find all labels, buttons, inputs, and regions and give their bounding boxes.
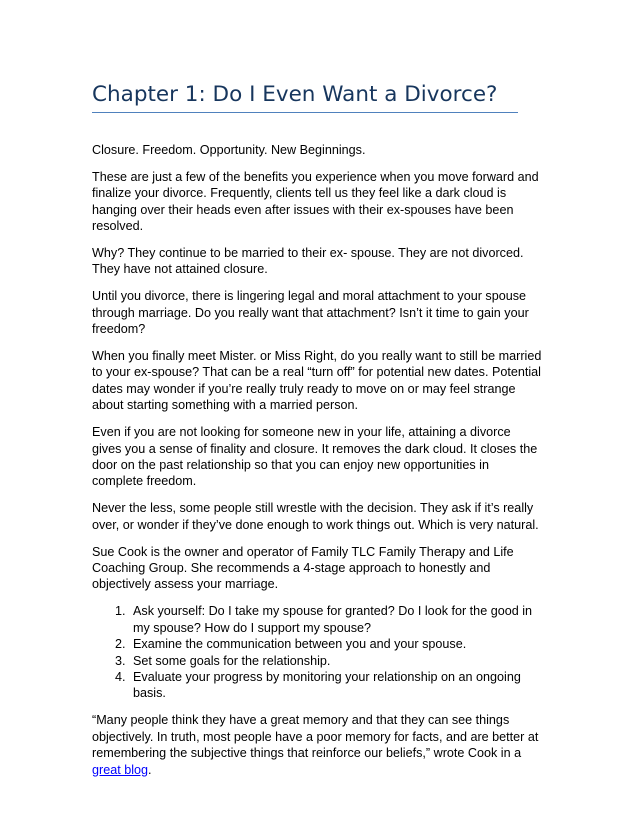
assessment-steps-list	[92, 603, 542, 701]
quote-text: “Many people think they have a great memory and that they can see things objectively. In truth, most people have a poor memory for facts, and are better at remembering the subjective things that reinforce our beliefs,” wrote Cook in a	[92, 713, 539, 761]
paragraph-7: Never the less, some people still wrestle with the decision. They ask if it’s really over, or wonder if they’ve done enough to work things out. Which is very natural.	[92, 501, 539, 532]
great-blog-link[interactable]: great blog	[92, 762, 149, 777]
list-item: 2. Examine the communication between you and your spouse.	[129, 636, 542, 652]
paragraph-2: These are just a few of the benefits you experience when you move forward and finalize your divorce. Frequently, clients tell us they feel like a dark cloud is hanging over their heads even after issues with their ex-spouses have been resolved.	[92, 169, 539, 234]
title-underline	[92, 112, 518, 113]
paragraph-1: Closure. Freedom. Opportunity. New Beginnings.	[92, 143, 366, 157]
paragraph-5: When you finally meet Mister. or Miss Right, do you really want to still be married to your ex-spouse? That can be a real “turn off” for potential new dates. Potential dates may wonder if you’re really truly ready to move on or may feel strange about starting something with a married person.	[92, 349, 542, 413]
paragraph-3: Why? They continue to be married to their ex- spouse. They are not divorced. They have not attained closure.	[92, 246, 524, 277]
paragraph-4: Until you divorce, there is lingering legal and moral attachment to your spouse through marriage. Do you really want that attachment? Isn’t it time to gain your freedom?	[92, 289, 529, 337]
list-item: 3. Set some goals for the relationship.	[129, 653, 542, 669]
paragraph-8: Sue Cook is the owner and operator of Family TLC Family Therapy and Life Coaching Group. She recommends a 4-stage approach to honestly and objectively assess your marriage.	[92, 544, 514, 592]
quote-paragraph	[92, 712, 542, 778]
list-item: 4. Evaluate your progress by monitoring your relationship on an ongoing basis.	[129, 669, 542, 702]
list-item: 1. Ask yourself: Do I take my spouse for granted? Do I look for the good in my spouse? How do I support my spouse?	[129, 603, 542, 636]
quote-end: .	[148, 762, 152, 777]
paragraph-6: Even if you are not looking for someone new in your life, attaining a divorce gives you a sense of finality and closure. It removes the dark cloud. It closes the door on the past relationship so that you can enjoy new opportunities in complete freedom.	[92, 425, 538, 489]
chapter-body	[92, 142, 542, 788]
chapter-title: Chapter 1: Do I Even Want a Divorce?	[92, 82, 498, 107]
